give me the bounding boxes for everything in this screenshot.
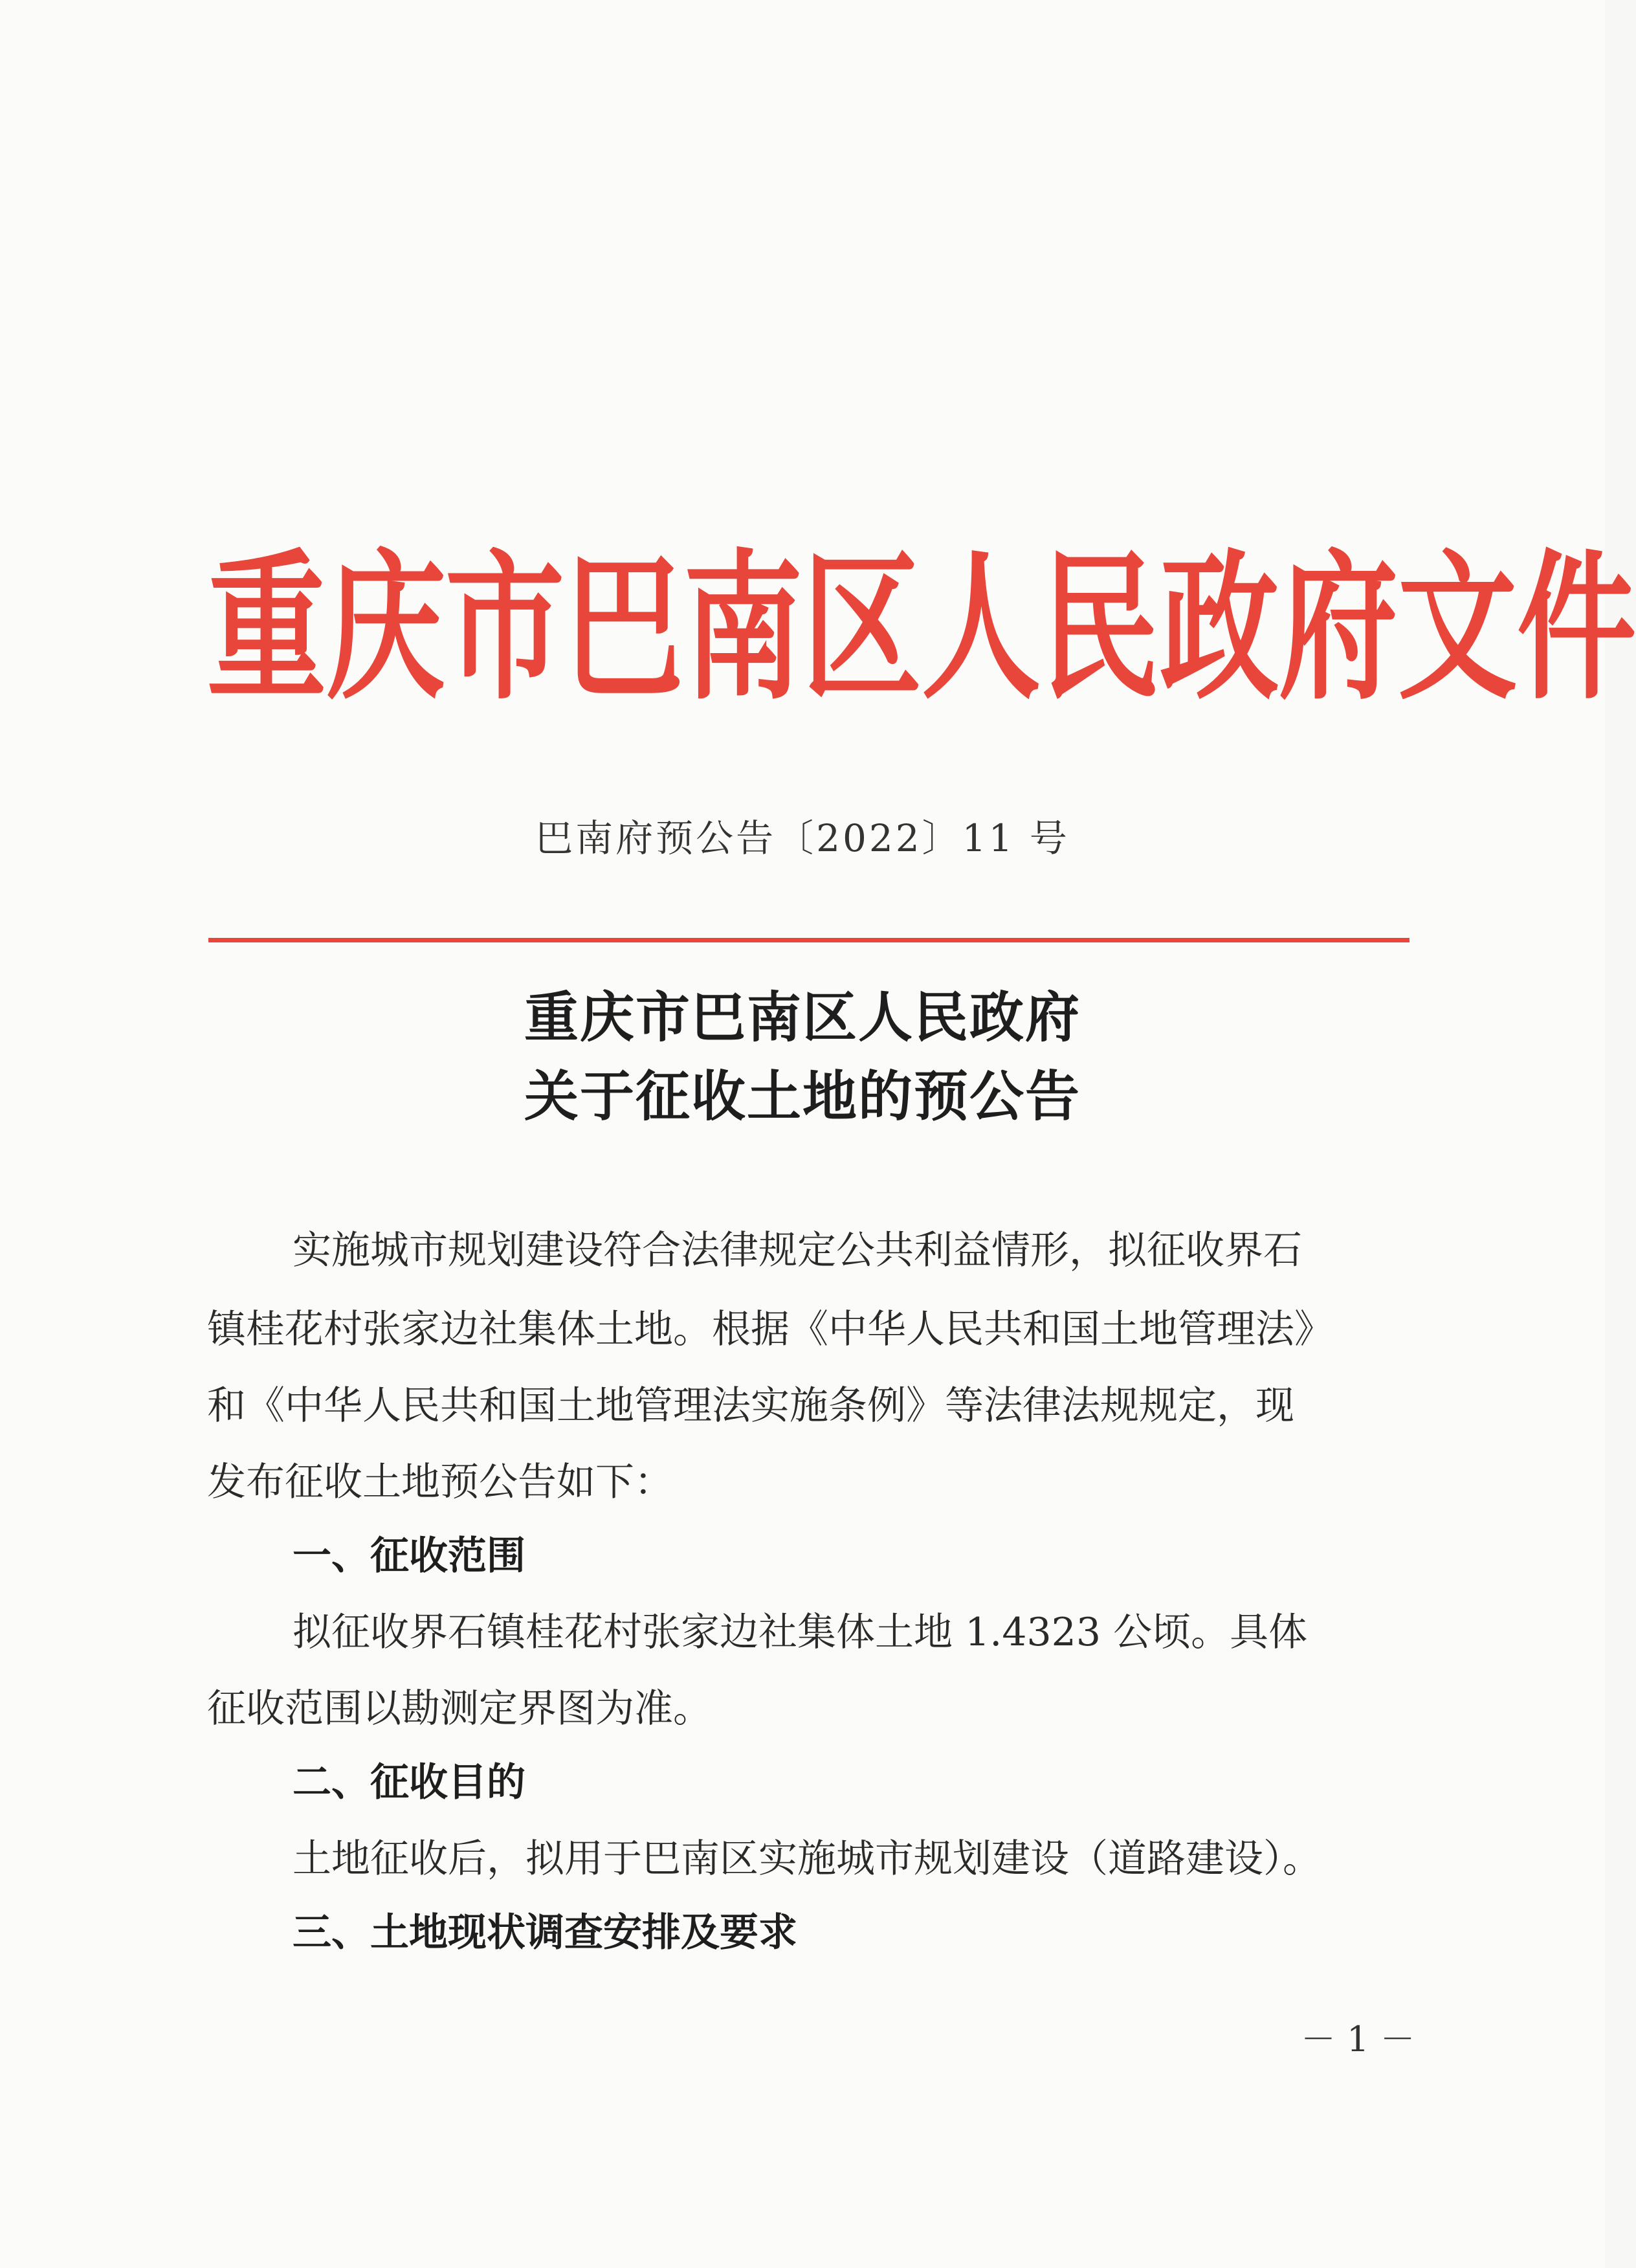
body-paragraph-line: 实施城市规划建设符合法律规定公共利益情形，拟征收界石 — [293, 1228, 1302, 1273]
page-number: － 1 － — [1301, 2019, 1415, 2060]
masthead-title — [207, 534, 1636, 722]
red-divider-line — [208, 938, 1409, 942]
body-paragraph-line: 土地征收后，拟用于巴南区实施城市规划建设（道路建设）。 — [293, 1836, 1321, 1882]
masthead-char: 巴 — [564, 534, 684, 722]
masthead-char: 庆 — [326, 534, 446, 722]
section-heading: 一、征收范围 — [293, 1533, 525, 1579]
body-paragraph-line: 和《中华人民共和国土地管理法实施条例》等法律法规规定，现 — [207, 1383, 1294, 1429]
document-title-line2: 关于征收土地的预公告 — [524, 1064, 1081, 1128]
masthead-char: 件 — [1517, 534, 1636, 722]
masthead-char: 市 — [445, 534, 565, 722]
body-paragraph-line: 发布征收土地预公告如下： — [207, 1460, 673, 1505]
body-paragraph-line: 镇桂花村张家边社集体土地。根据《中华人民共和国土地管理法》 — [207, 1307, 1333, 1352]
masthead-char: 重 — [207, 534, 327, 722]
masthead-char: 政 — [1160, 534, 1279, 722]
masthead-char: 文 — [1398, 534, 1518, 722]
body-paragraph-line: 征收范围以勘测定界图为准。 — [207, 1686, 712, 1731]
body-paragraph-line: 拟征收界石镇桂花村张家边社集体土地 1.4323 公顷。具体 — [293, 1610, 1308, 1655]
masthead-char: 南 — [683, 534, 803, 722]
masthead-char: 人 — [922, 534, 1041, 722]
masthead-char: 区 — [802, 534, 922, 722]
document-number: 巴南府预公告〔2022〕11 号 — [535, 816, 1070, 860]
masthead-char: 府 — [1279, 534, 1398, 722]
section-heading: 三、土地现状调查安排及要求 — [293, 1910, 797, 1955]
masthead-char: 民 — [1041, 534, 1160, 722]
section-heading: 二、征收目的 — [293, 1760, 525, 1805]
document-title-line1: 重庆市巴南区人民政府 — [524, 985, 1081, 1049]
